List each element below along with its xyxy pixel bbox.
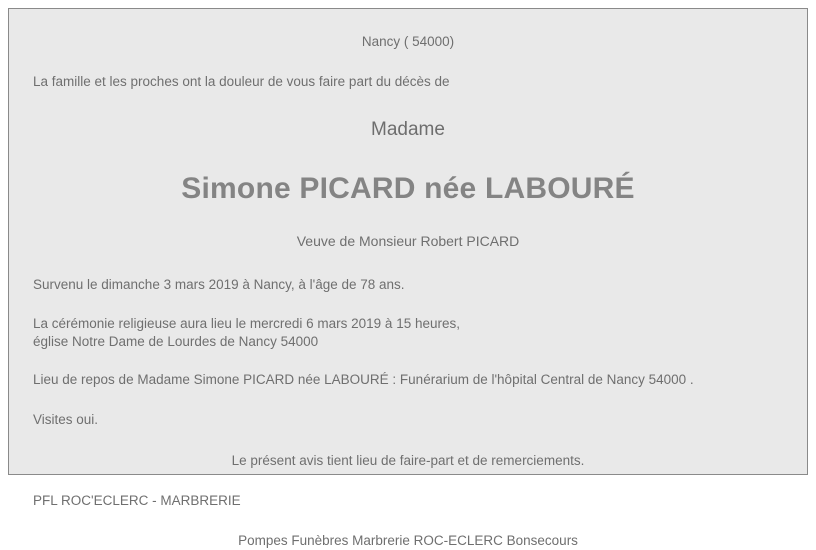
city-label: Nancy ( 54000) (361, 34, 455, 49)
ceremony-line-2: église Notre Dame de Lourdes de Nancy 54000 (33, 333, 319, 349)
ceremony-details (33, 315, 783, 351)
death-event-text: Survenu le dimanche 3 mars 2019 à Nancy, à l'âge de 78 ans. (33, 277, 405, 293)
intro-text: La famille et les proches ont la douleur de vous faire part du décès de (33, 74, 450, 90)
honorific-title: Madame (371, 119, 445, 141)
deceased-name: Simone PICARD née LABOURÉ (181, 172, 635, 206)
ceremony-line-1: La cérémonie religieuse aura lieu le mercredi 6 mars 2019 à 15 heures, (33, 315, 460, 331)
funeral-home-footer: Pompes Funèbres Marbrerie ROC-ECLERC Bonsecours (238, 533, 578, 548)
death-notice-card (8, 8, 808, 548)
visits-text: Visites oui. (33, 412, 99, 428)
funeral-agency-name: PFL ROC'ECLERC - MARBRERIE (33, 492, 241, 508)
widow-of-text: Veuve de Monsieur Robert PICARD (296, 232, 520, 249)
resting-place-text: Lieu de repos de Madame Simone PICARD née LABOURÉ : Funérarium de l'hôpital Central de Nancy 54000 . (33, 372, 694, 388)
thanks-text: Le présent avis tient lieu de faire-part et de remerciements. (231, 452, 585, 468)
